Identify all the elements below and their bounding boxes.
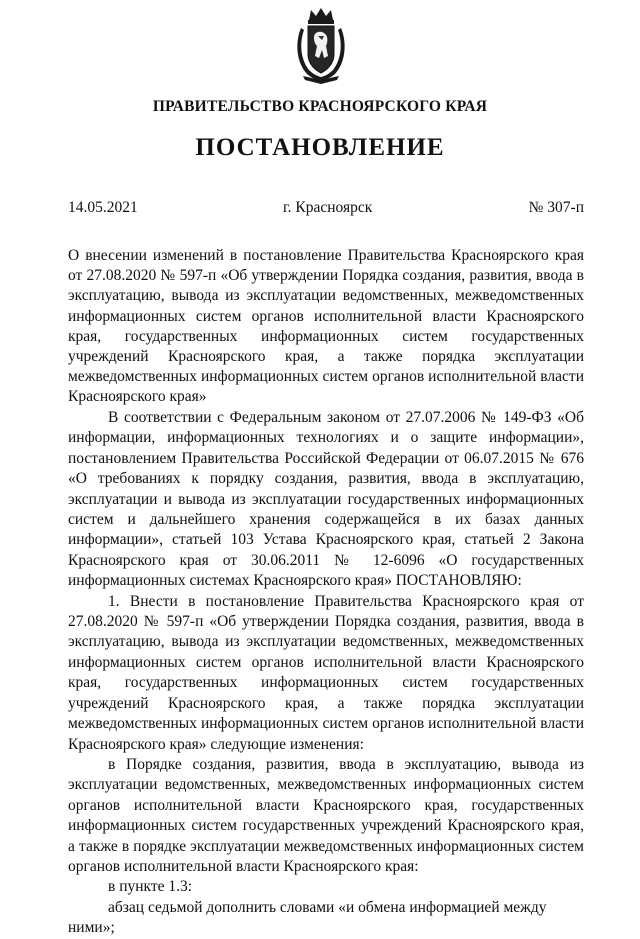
coat-of-arms-icon — [293, 6, 349, 84]
document-body — [68, 408, 584, 939]
organization-name: ПРАВИТЕЛЬСТВО КРАСНОЯРСКОГО КРАЯ — [152, 98, 488, 115]
body-paragraph-item-1: 1. Внести в постановление Правительства Красноярского края от 27.08.2020 № 597-п «Об утверждении Порядка создания, развития, ввода в эксплуатацию, вывода из эксплуатации ведомственных, межведомственных информационных систем органов исполнительной власти Красноярского края, государственных информационных систем государственных учреждений Красноярского края, а также порядка эксплуатации межведомственных информационных систем органов исполнительной власти Красноярского края» следующие изменения: — [68, 592, 584, 753]
document-number: № 307-п — [528, 199, 584, 216]
body-paragraph-preamble: В соответствии с Федеральным законом от 27.07.2006 № 149-ФЗ «Об информации, информационных технологиях и о защите информации», постановлением Правительства Российской Федерации от 06.07.2015 № 676 «О требованиях к порядку создания, развития, ввода в эксплуатацию, эксплуатации и вывода из эксплуатации государственных информационных систем и дальнейшего хранения содержащейся в их базах данных информации», статьей 103 Устава Красноярского края, статьей 2 Закона Красноярского края от 30.06.2011 № 12-6096 «О государственных информационных системах Красноярского края» ПОСТАНОВЛЯЮ: — [68, 409, 584, 590]
document-subject: О внесении изменений в постановление Правительства Красноярского края от 27.08.2020 № 597-п «Об утверждении Порядка создания, развития, ввода в эксплуатацию, вывода из эксплуатации ведомственных, межведомственных информационных систем органов исполнительной власти Красноярского края, государственных информационных систем государственных учреждений Красноярского края, а также порядка эксплуатации межведомственных информационных систем органов исполнительной власти Красноярского края» — [68, 247, 584, 406]
document-date: 14.05.2021 — [68, 199, 138, 216]
body-paragraph-clause: в пункте 1.3: — [108, 878, 193, 896]
document-city: г. Красноярск — [283, 199, 373, 216]
body-paragraph-amendment-intro: в Порядке создания, развития, ввода в эксплуатацию, вывода из эксплуатации ведомственных, межведомственных информационных систем органов исполнительной власти Красноярского края, государственных информационных систем государственных учреждений Красноярского края, а также в порядке эксплуатации межведомственных информационных систем органов исполнительной власти Красноярского края: — [68, 755, 584, 875]
body-paragraph-change: абзац седьмой дополнить словами «и обмена информацией между ними»; — [68, 898, 547, 937]
document-type-title: ПОСТАНОВЛЕНИЕ — [195, 134, 445, 161]
